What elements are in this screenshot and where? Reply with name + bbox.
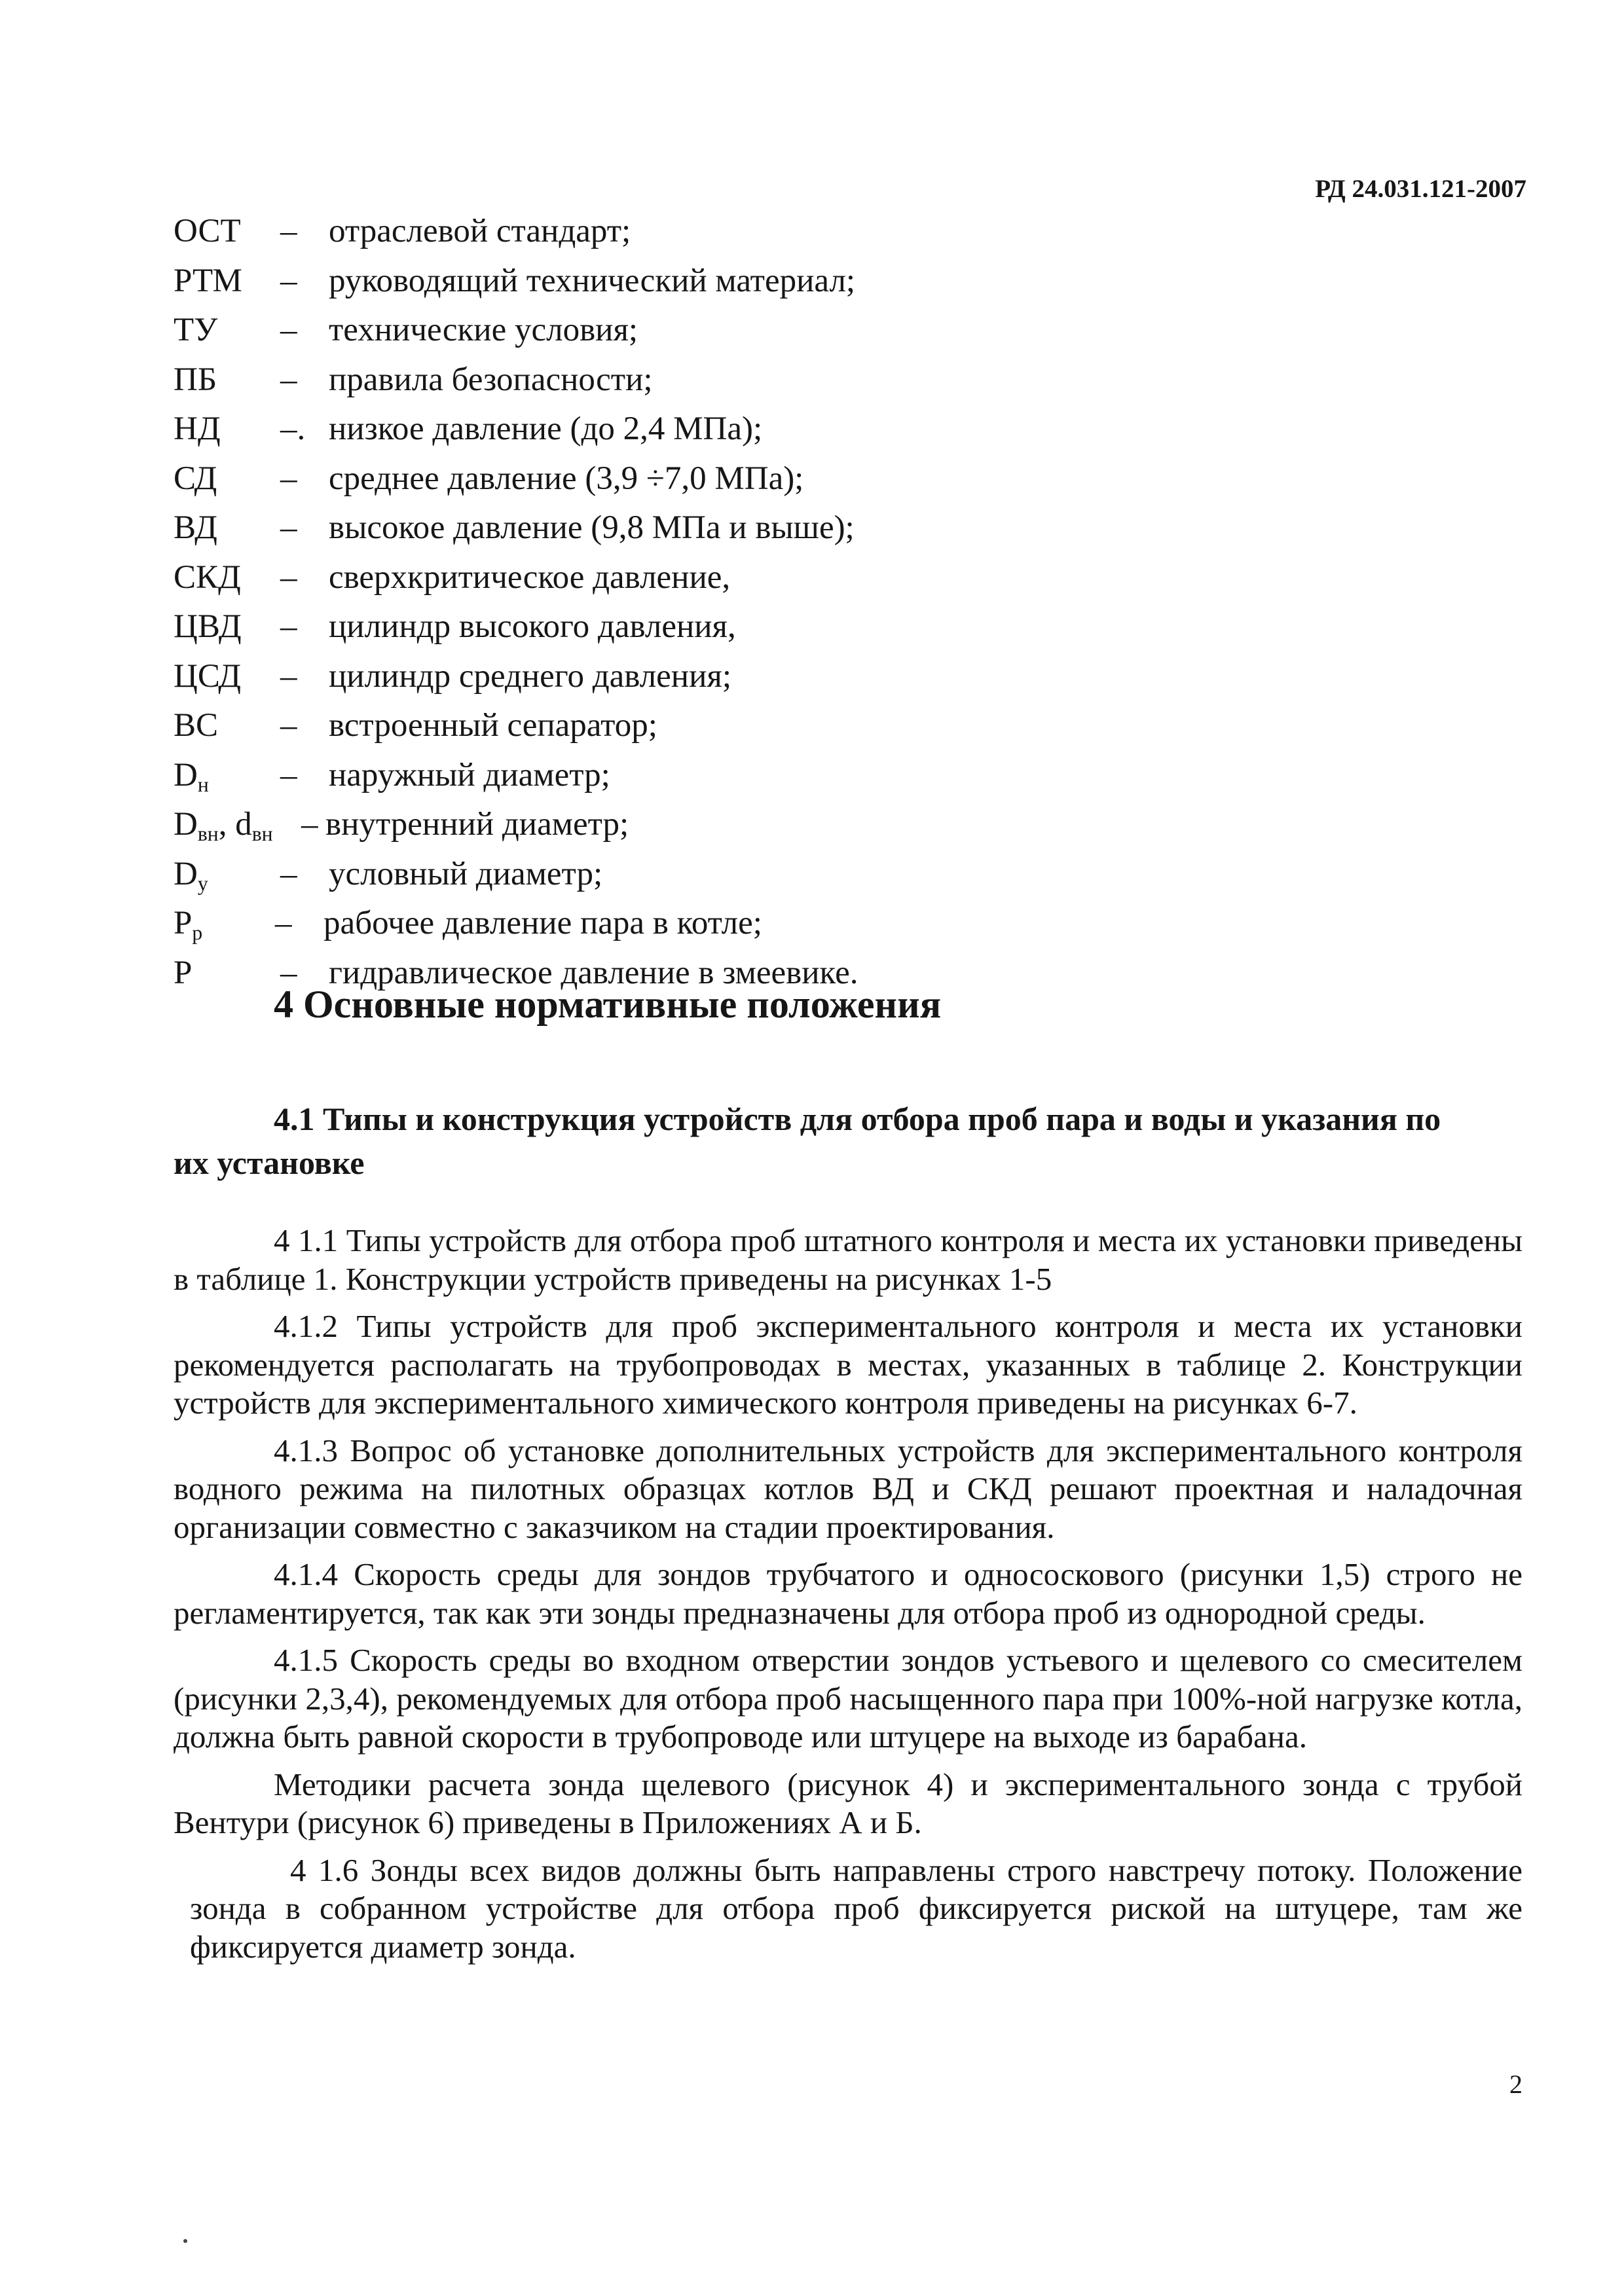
- abbreviation-row: [174, 355, 959, 405]
- paragraph: 4.1.5 Скорость среды во входном отверстии зондов устьевого и щелевого со смесителем (рисунки 2,3,4), рекомендуемых для отбора проб насыщенного пара при 100%-ной нагрузке котла, должна быть равной скорости в трубопроводе или штуцере на выходе из барабана.: [174, 1642, 1522, 1755]
- abbreviation-term: СКД: [174, 558, 241, 596]
- abbreviation-dash: –: [280, 707, 297, 744]
- abbreviation-row: [174, 405, 959, 454]
- abbreviation-list: [174, 207, 959, 998]
- term-subscript: вн: [197, 822, 219, 845]
- abbreviation-definition: руководящий технический материал;: [329, 262, 856, 299]
- page-number: 2: [1509, 2069, 1522, 2099]
- abbreviation-dash: –: [280, 954, 297, 991]
- abbreviation-term: НД: [174, 410, 221, 447]
- term-subscript: н: [197, 773, 209, 796]
- abbreviation-dash: –: [280, 312, 297, 348]
- abbreviation-definition: правила безопасности;: [329, 361, 653, 398]
- abbreviation-dash: –: [280, 855, 297, 892]
- abbreviation-term: Р: [174, 954, 193, 991]
- abbreviation-term: РТМ: [174, 262, 242, 299]
- abbreviation-term: СД: [174, 460, 217, 497]
- abbreviation-definition: рабочее давление пара в котле;: [323, 905, 762, 941]
- body-text: [174, 1222, 1522, 1975]
- abbreviation-dash: –: [275, 905, 292, 941]
- abbreviation-row: [174, 850, 959, 900]
- abbreviation-definition: отраслевой стандарт;: [329, 213, 631, 249]
- abbreviation-definition: условный диаметр;: [329, 855, 603, 892]
- abbreviation-dash: –.: [280, 410, 306, 447]
- abbreviation-term: ПБ: [174, 361, 217, 398]
- subsection-heading: 4.1 Типы и конструкция устройств для отбора проб пара и воды и указания по их установке: [174, 1101, 1441, 1181]
- abbreviation-term: ОСТ: [174, 213, 241, 249]
- abbreviation-definition: встроенный сепаратор;: [329, 707, 657, 744]
- abbreviation-term: ТУ: [174, 312, 218, 348]
- abbreviation-row: [174, 602, 959, 652]
- paragraph: 4 1.6 Зонды всех видов должны быть направлены строго навстречу потоку. Положение зонда в собранном устройстве для отбора проб фиксируется риской на штуцере, там же фиксируется диаметр зонда.: [190, 1851, 1522, 1965]
- term-subscript: у: [197, 871, 208, 895]
- abbreviation-dash: –: [280, 558, 297, 596]
- abbreviation-dash: –: [280, 460, 297, 497]
- paragraph: 4.1.4 Скорость среды для зондов трубчатого и однососкового (рисунки 1,5) строго не регламентируется, так как эти зонды предназначены для отбора проб из однородной среды.: [174, 1556, 1522, 1631]
- abbreviation-definition: гидравлическое давление в змеевике.: [329, 954, 858, 991]
- abbreviation-dash: –: [280, 756, 297, 793]
- scan-artifact-dot: [183, 2239, 187, 2243]
- term-symbol: D: [174, 855, 198, 892]
- abbreviation-definition: цилиндр среднего давления;: [329, 657, 731, 695]
- abbreviation-row: [174, 899, 959, 949]
- abbreviation-dash: –: [301, 806, 318, 843]
- abbreviation-row: [174, 454, 959, 504]
- abbreviation-dash: –: [280, 361, 297, 398]
- abbreviation-row: [174, 207, 959, 257]
- paragraph: Методики расчета зонда щелевого (рисунок 4) и экспериментального зонда с трубой Вентури (рисунок 6) приведены в Приложениях А и Б.: [174, 1766, 1522, 1840]
- term-subscript-2: вн: [251, 822, 273, 845]
- term-subscript: р: [192, 920, 203, 944]
- abbreviation-dash: –: [280, 608, 297, 645]
- abbreviation-definition: цилиндр высокого давления,: [329, 608, 736, 645]
- term-symbol: D: [174, 806, 198, 843]
- document-code: РД 24.031.121-2007: [1315, 175, 1526, 203]
- abbreviation-row: [174, 652, 959, 702]
- term-symbol-2: , d: [218, 806, 252, 843]
- section-heading: 4 Основные нормативные положения: [274, 983, 942, 1026]
- abbreviation-dash: –: [280, 213, 297, 249]
- abbreviation-term: ЦСД: [174, 657, 242, 695]
- abbreviation-row: [174, 306, 959, 355]
- abbreviation-definition: сверхкритическое давление,: [329, 558, 731, 596]
- abbreviation-definition: наружный диаметр;: [329, 756, 610, 793]
- abbreviation-row: [174, 503, 959, 553]
- abbreviation-definition: технические условия;: [329, 312, 638, 348]
- abbreviation-definition: среднее давление (3,9 ÷7,0 МПа);: [329, 460, 804, 497]
- paragraph: 4.1.2 Типы устройств для проб экспериментального контроля и места их установки рекомендуется располагать на трубопроводах в местах, указанных в таблице 2. Конструкции устройств для экспериментального химического контроля приведены на рисунках 6-7.: [174, 1308, 1522, 1421]
- abbreviation-definition: низкое давление (до 2,4 МПа);: [329, 410, 763, 447]
- term-symbol: P: [174, 905, 193, 941]
- abbreviation-row: [174, 800, 959, 850]
- abbreviation-row: [174, 257, 959, 306]
- paragraph: 4 1.1 Типы устройств для отбора проб штатного контроля и места их установки приведены в таблице 1. Конструкции устройств приведены на рисунках 1-5: [174, 1222, 1522, 1297]
- abbreviation-row: [174, 701, 959, 751]
- abbreviation-definition: высокое давление (9,8 МПа и выше);: [329, 509, 855, 546]
- abbreviation-term: ВД: [174, 509, 217, 546]
- abbreviation-dash: –: [280, 509, 297, 546]
- abbreviation-dash: –: [280, 657, 297, 695]
- abbreviation-row: [174, 751, 959, 801]
- paragraph: 4.1.3 Вопрос об установке дополнительных устройств для экспериментального контроля водного режима на пилотных образцах котлов ВД и СКД решают проектная и наладочная организации совместно с заказчиком на стадии проектирования.: [174, 1432, 1522, 1545]
- abbreviation-term: ВС: [174, 707, 219, 744]
- abbreviation-definition: внутренний диаметр;: [325, 806, 629, 843]
- abbreviation-term: ЦВД: [174, 608, 242, 645]
- abbreviation-dash: –: [280, 262, 297, 299]
- abbreviation-row: [174, 553, 959, 603]
- term-symbol: D: [174, 756, 198, 793]
